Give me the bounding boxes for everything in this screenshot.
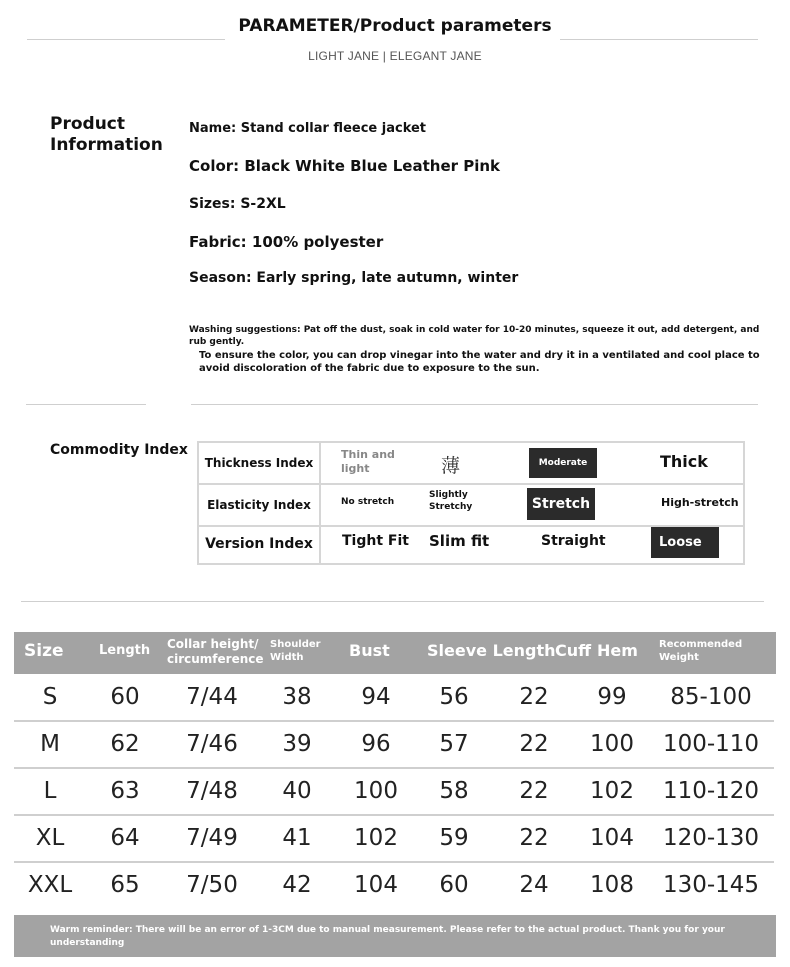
cell-cuff: 22 (519, 684, 549, 710)
version-option-tight: Tight Fit (342, 533, 409, 549)
header-rule-right (560, 39, 758, 40)
cell-weight: 110-120 (662, 778, 760, 804)
thickness-option-thick: Thick (660, 452, 708, 471)
product-info-heading: Product Information (50, 114, 163, 155)
header-size: Size (24, 641, 64, 661)
cell-size: S (42, 684, 58, 710)
header-sleeve: Sleeve Length (427, 641, 556, 660)
cell-length: 60 (110, 684, 140, 710)
elasticity-row (199, 485, 743, 527)
cell-bust: 100 (354, 778, 398, 804)
cell-hem: 100 (590, 731, 634, 757)
header-rule-left (27, 39, 225, 40)
elasticity-option-stretch: Stretch (527, 488, 595, 520)
version-option-slim: Slim fit (429, 532, 490, 550)
cell-size: XXL (27, 872, 73, 898)
cell-length: 62 (110, 731, 140, 757)
thickness-label: Thickness Index (199, 443, 321, 483)
header-bust: Bust (349, 641, 390, 660)
elasticity-label: Elasticity Index (199, 485, 321, 525)
section-divider-left (26, 404, 146, 405)
washing-text-2: To ensure the color, you can drop vinegar into the water and dry it in a ventilated and cool place to avoid discoloration of the fabric due to exposure to the sun. (199, 350, 760, 374)
row-divider (14, 767, 774, 769)
cell-hem: 102 (590, 778, 634, 804)
cell-hem: 108 (590, 872, 634, 898)
cell-sleeve: 57 (439, 731, 469, 757)
product-fabric: Fabric: 100% polyester (189, 233, 384, 251)
product-name: Name: Stand collar fleece jacket (189, 121, 427, 136)
cell-collar: 7/44 (186, 684, 238, 710)
elasticity-option-slightly: Slightly Stretchy (429, 490, 473, 512)
cell-weight: 130-145 (662, 872, 760, 898)
header-collar: Collar height/ circumference (167, 637, 264, 666)
cell-shoulder: 38 (282, 684, 312, 710)
section-divider-2 (21, 601, 764, 602)
header-length: Length (99, 643, 151, 658)
washing-suggestions (189, 324, 764, 375)
cell-bust: 104 (354, 872, 398, 898)
elasticity-option-high-stretch: High-stretch (661, 496, 739, 509)
thickness-option-moderate: Moderate (529, 448, 597, 478)
thickness-row (199, 443, 743, 485)
cell-weight: 120-130 (662, 825, 760, 851)
cell-cuff: 22 (519, 778, 549, 804)
page-title: PARAMETER/Product parameters (238, 16, 552, 36)
cell-sleeve: 56 (439, 684, 469, 710)
page-subtitle: LIGHT JANE | ELEGANT JANE (308, 49, 482, 63)
header-hem: Hem (597, 641, 638, 660)
cell-size: L (43, 778, 57, 804)
header-weight: Recommended Weight (659, 639, 743, 663)
cell-collar: 7/48 (186, 778, 238, 804)
cell-sleeve: 60 (439, 872, 469, 898)
cell-weight: 100-110 (662, 731, 760, 757)
cell-hem: 104 (590, 825, 634, 851)
product-sizes: Sizes: S-2XL (189, 196, 286, 212)
cell-hem: 99 (597, 684, 627, 710)
cell-cuff: 22 (519, 731, 549, 757)
cell-sleeve: 58 (439, 778, 469, 804)
cell-collar: 7/50 (186, 872, 238, 898)
section-divider-right (191, 404, 758, 405)
cell-shoulder: 40 (282, 778, 312, 804)
cell-length: 63 (110, 778, 140, 804)
version-row (199, 525, 743, 563)
cell-shoulder: 39 (282, 731, 312, 757)
product-color: Color: Black White Blue Leather Pink (189, 157, 501, 175)
version-option-straight: Straight (541, 533, 606, 549)
version-label: Version Index (199, 525, 321, 563)
commodity-index-table (197, 441, 745, 565)
cell-size: XL (35, 825, 65, 851)
version-option-loose: Loose (651, 527, 719, 558)
cell-shoulder: 41 (282, 825, 312, 851)
cell-sleeve: 59 (439, 825, 469, 851)
cell-cuff: 24 (519, 872, 549, 898)
cell-length: 65 (110, 872, 140, 898)
elasticity-option-no-stretch: No stretch (341, 497, 395, 507)
product-season: Season: Early spring, late autumn, winter (189, 270, 519, 286)
thickness-option-thin: Thin and light (341, 448, 395, 475)
header-cuff: Cuff (555, 641, 592, 660)
commodity-index-heading: Commodity Index (50, 442, 188, 458)
warm-reminder: Warm reminder: There will be an error of 1-3CM due to manual measurement. Please refer to the actual product. Thank you for your understanding (50, 925, 725, 948)
cell-shoulder: 42 (282, 872, 312, 898)
header-shoulder: Shoulder Width (270, 639, 321, 663)
size-table-header (14, 632, 776, 674)
thickness-option-thin-cn: 薄 (441, 455, 461, 477)
cell-bust: 96 (361, 731, 391, 757)
cell-bust: 94 (361, 684, 391, 710)
row-divider (14, 720, 774, 722)
cell-collar: 7/46 (186, 731, 238, 757)
cell-weight: 85-100 (670, 684, 752, 710)
cell-size: M (40, 731, 60, 757)
cell-collar: 7/49 (186, 825, 238, 851)
cell-bust: 102 (354, 825, 398, 851)
cell-length: 64 (110, 825, 140, 851)
washing-text-1: Washing suggestions: Pat off the dust, soak in cold water for 10-20 minutes, squeeze it out, add detergent, and rub gently. (189, 325, 760, 347)
cell-cuff: 22 (519, 825, 549, 851)
row-divider (14, 814, 774, 816)
row-divider (14, 861, 774, 863)
